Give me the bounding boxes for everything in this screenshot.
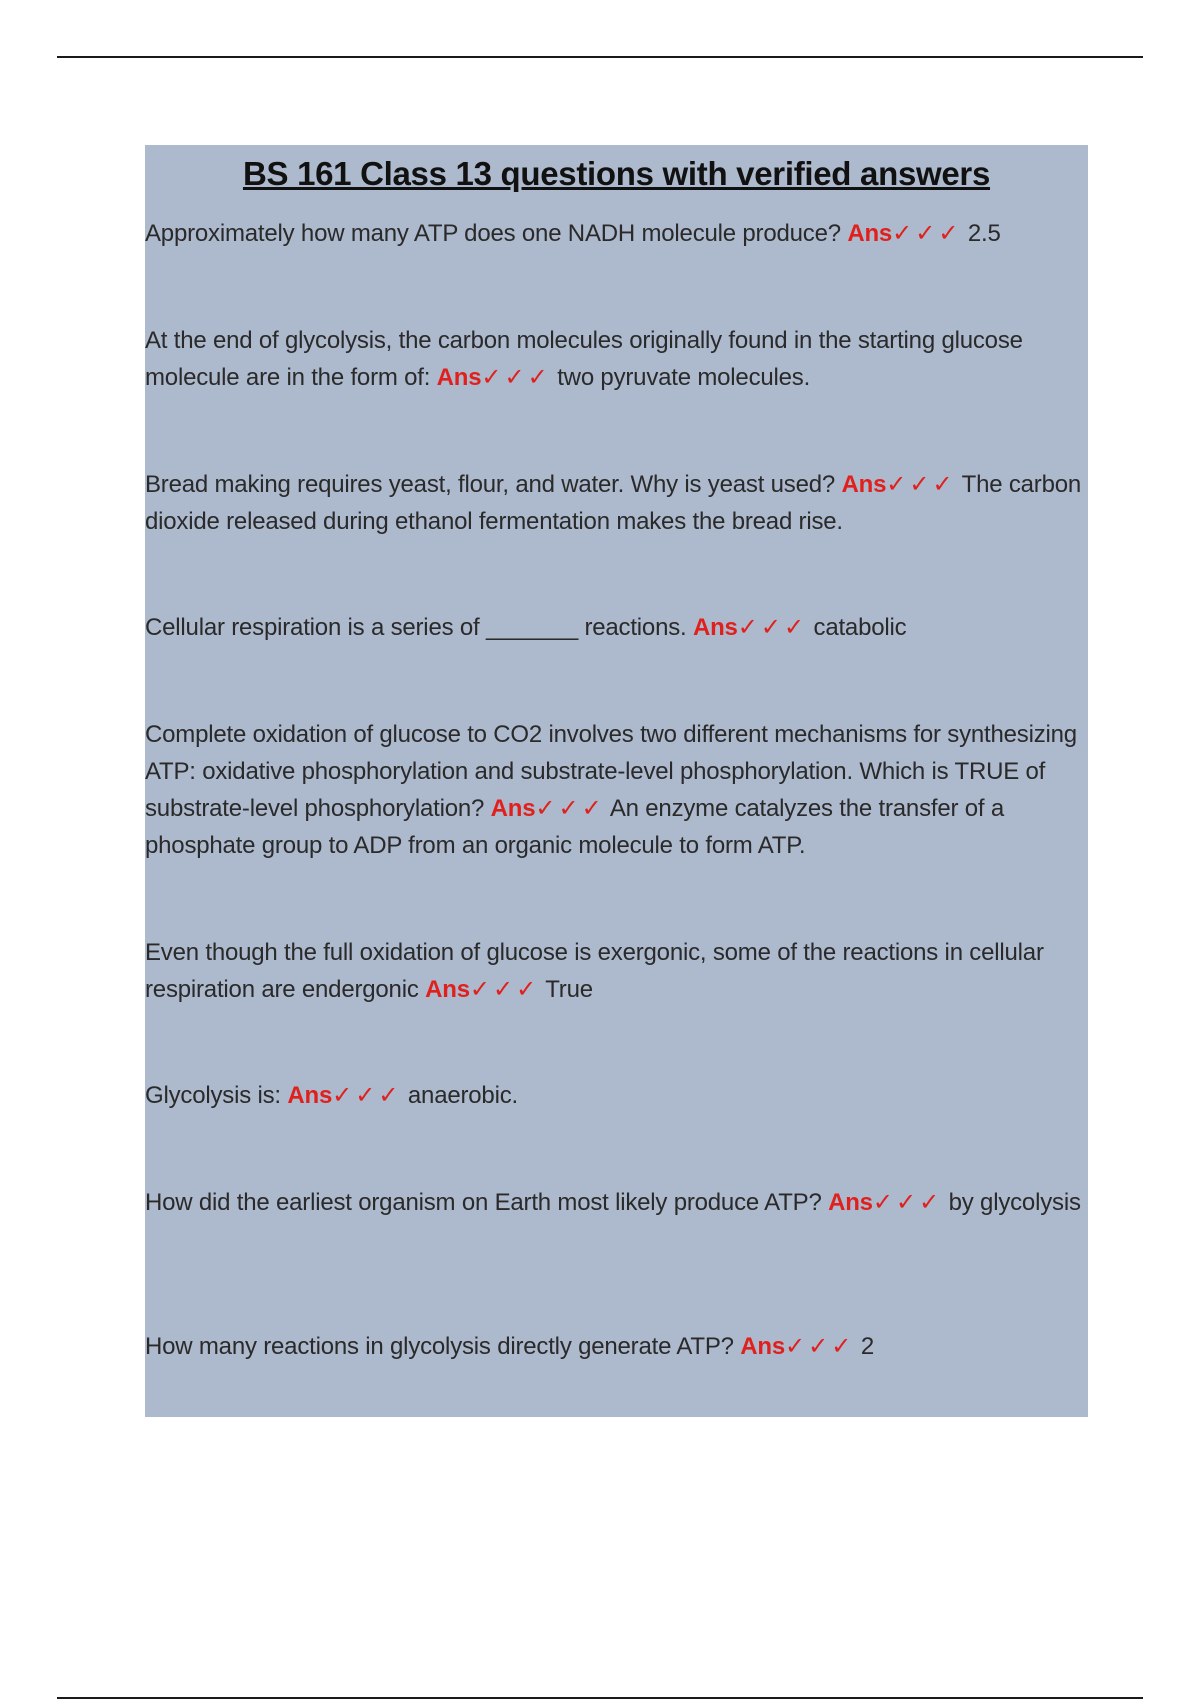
qa-item-1 (145, 215, 1088, 252)
top-rule (57, 56, 1143, 58)
question-text: How did the earliest organism on Earth most likely produce ATP? (145, 1189, 822, 1216)
bottom-rule (57, 1697, 1143, 1699)
answer-marker: Ans (828, 1189, 873, 1216)
question-text: Approximately how many ATP does one NADH molecule produce? (145, 220, 841, 247)
answer-marker: Ans (425, 976, 470, 1003)
answer-marker: Ans (740, 1333, 786, 1360)
question-text: Bread making requires yeast, flour, and water. Why is yeast used? (145, 471, 836, 498)
answer-text: An enzyme catalyzes the transfer of a phosphate group to ADP from an organic molecule to form ATP. (145, 795, 1004, 859)
question-text: At the end of glycolysis, the carbon molecules originally found in the starting glucose molecule are in the form of: (145, 327, 1023, 391)
question-text: How many reactions in glycolysis directly generate ATP? (145, 1333, 734, 1360)
answer-text: 2.5 (967, 220, 1001, 247)
qa-item-5 (145, 716, 1088, 864)
answer-text: True (545, 976, 593, 1003)
answer-text: catabolic (813, 614, 907, 641)
question-text: Glycolysis is: (145, 1082, 281, 1109)
answer-text: The carbon dioxide released during ethanol fermentation makes the bread rise. (145, 471, 1082, 535)
qa-item-2 (145, 322, 1088, 396)
checkmark-icon: ✓✓✓ (332, 1082, 402, 1109)
checkmark-icon: ✓✓✓ (481, 364, 551, 391)
qa-panel (145, 145, 1088, 1417)
qa-item-4 (145, 609, 1088, 646)
question-text: Even though the full oxidation of glucose is exergonic, some of the reactions in cellular respiration are endergonic (145, 939, 1044, 1003)
qa-item-3 (145, 466, 1088, 540)
answer-marker: Ans (287, 1082, 333, 1109)
answer-marker: Ans (847, 220, 893, 247)
checkmark-icon: ✓✓✓ (469, 976, 540, 1003)
answer-text: anaerobic. (407, 1082, 518, 1109)
question-text: Complete oxidation of glucose to CO2 involves two different mechanisms for synthesizing ATP: oxidative phosphorylation and substrate-level phosphorylation. Which is TRUE of substrate-level phosphorylation? (145, 721, 1077, 822)
checkmark-icon: ✓✓✓ (785, 1333, 855, 1360)
checkmark-icon: ✓✓✓ (872, 1189, 943, 1216)
answer-text: two pyruvate molecules. (557, 364, 811, 391)
answer-marker: Ans (692, 614, 738, 641)
qa-item-6 (145, 934, 1088, 1008)
answer-text: by glycolysis (948, 1189, 1081, 1216)
qa-item-7 (145, 1077, 1088, 1114)
answer-marker: Ans (436, 364, 482, 391)
checkmark-icon: ✓✓✓ (886, 471, 956, 498)
question-text: Cellular respiration is a series of _______ reactions. (145, 614, 687, 641)
answer-marker: Ans (841, 471, 887, 498)
checkmark-icon: ✓✓✓ (535, 795, 605, 822)
qa-item-8 (145, 1184, 1088, 1221)
qa-item-9 (145, 1328, 1088, 1365)
checkmark-icon: ✓✓✓ (737, 614, 808, 641)
answer-text: 2 (860, 1333, 874, 1360)
checkmark-icon: ✓✓✓ (892, 220, 962, 247)
answer-marker: Ans (490, 795, 536, 822)
document-title: BS 161 Class 13 questions with verified answers (242, 155, 991, 192)
